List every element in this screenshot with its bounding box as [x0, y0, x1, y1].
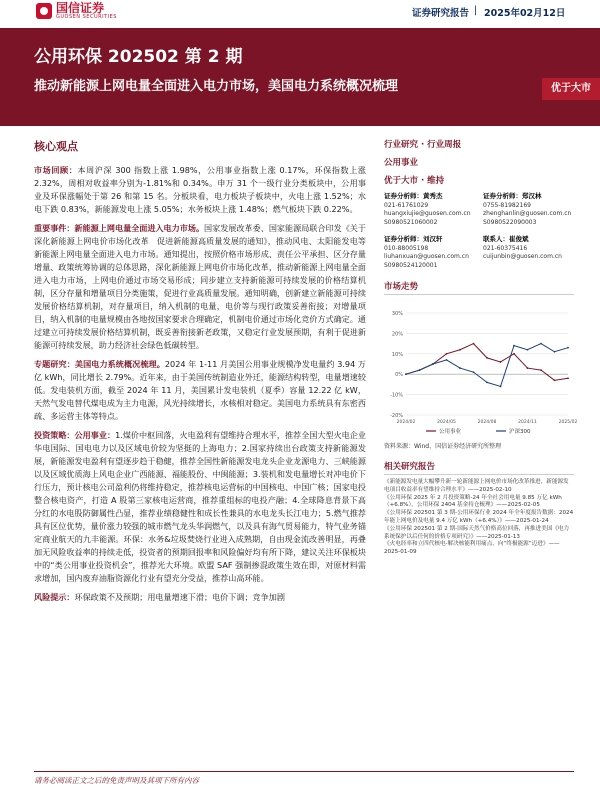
analyst-email[interactable]: huangxiujie@guosen.com.cn — [384, 210, 471, 217]
data-point — [405, 373, 407, 375]
paragraph-text: 国家发展改革委、国家能源局联合印发《关于深化新能源上网电价市场化改革 促进新能源高质量发展的通知》，推动风电、太阳能发电等新能源上网电量全面进入电力市场。通知提出，按照价格市场形成、责任公平承担、区分存量增量、政策统筹协调的总体思路，深化新能源上网电价市场化改革，推动新能源上网电量全面进入电力市场，上网电价通过市场交易形成；同步建立支持新能源可持续发展的价格结算机制，区分存量和增量项目分类施策，促进行业高质量发展。通知明确，创新建立新能源可持续发展价格结算机制，对存量项目，纳入机制的电量，电价等与现行政策妥善衔接；对增量项目，纳入机制的电量规模由各地按国家要求合理确定，机制电价通过市场化竞价方式确定。通过建立可持续发展价格结算机制，既妥善衔接新老政策，又稳定行业发展预期，有利于促进新能源可持续发展，助力经济社会绿色低碳转型。 — [34, 223, 366, 350]
legend-label: 公用事业 — [439, 429, 462, 435]
analyst-phone: 0755-81982169 — [483, 201, 531, 209]
data-point — [432, 363, 434, 365]
data-point — [473, 343, 475, 345]
y-tick-label: -10% — [390, 392, 403, 399]
market-trend-chart — [384, 299, 578, 439]
report-type: 证券研究报告 — [412, 8, 470, 19]
paragraph-label: 重要事件：新能源上网电量全面进入电力市场。 — [34, 223, 205, 233]
data-point — [540, 343, 542, 345]
title-banner — [0, 28, 600, 126]
data-point — [459, 367, 461, 369]
rating-label: 优于大市 · 维持 — [384, 176, 445, 186]
top-bar — [0, 0, 600, 24]
analyst-role: 联系人：崔俊斌 — [483, 235, 529, 243]
industry-label: 行业研究 · 行业周报 — [384, 140, 462, 150]
data-point — [527, 349, 529, 351]
data-point — [486, 381, 488, 383]
paragraph-special-research — [34, 358, 366, 423]
analyst-phone: 010-88005198 — [384, 244, 429, 252]
report-date: 2025年02月12日 — [484, 8, 566, 19]
analyst-email[interactable]: zhenghanlin@guosen.com.cn — [483, 210, 572, 217]
report-subtitle: 推动新能源上网电量全面进入电力市场，美国电力系统概况梳理 — [34, 79, 399, 94]
y-tick-label: 20% — [391, 331, 403, 338]
analyst-email[interactable]: cuijunbin@guosen.com.cn — [483, 253, 562, 260]
market-trend-heading: 市场走势 — [384, 280, 574, 295]
rating-badge: 优于大市 — [542, 78, 600, 100]
analyst-card — [384, 235, 475, 270]
y-tick-label: 30% — [391, 311, 403, 317]
core-views-heading: 核心观点 — [34, 140, 78, 153]
chart-svg — [384, 299, 578, 439]
data-point — [486, 357, 488, 359]
paragraph-label: 风险提示： — [34, 592, 75, 602]
paragraph-text: 环保政策不及预期；用电量增速下滑；电价下调；竞争加剧 — [74, 592, 285, 602]
related-report-item[interactable]: 《新能源发电量大幅攀升新一轮新能源上网电价市场化改革推进，新能源发电项目收益率有望维持合理水平》——2025-02-10 — [384, 479, 569, 493]
data-point — [513, 353, 515, 355]
data-point — [446, 359, 448, 361]
logo-text: 国信证券 — [56, 1, 105, 15]
data-point — [500, 386, 502, 388]
footer-disclaimer: 请务必阅读正文之后的免责声明及其项下所有内容 — [34, 771, 574, 786]
paragraph-text: 1.煤价中枢回落，火电盈利有望维持合理水平，推荐全国大型火电企业华电国际、国电电力以及区域电价较为坚挺的上海电力；2.国家持续出台政策支持新能源发展，新能源发电盈利有望逐步趋于稳健，推荐全国性新能源发电龙头企业龙源电力、三峡能源以及区域优质海上风电企业广西能源、福能股份、中闽能源；3.装机和发电量增长对冲电价下行压力，预计核电公司盈利仍将维持稳定，推荐核电运营标的中国核电、中国广核；国家电投整合核电资产，打造 A 股第三家核电运营商，推荐重组标的电投产融；4.全球降息背景下高分红的水电股防御属性凸显，推荐业绩稳健性和成长性兼具的水电龙头长江电力；5.燃气推荐具有区位优势，量价涨力较强的城市燃气龙头华润燃气，以及具有海气贸易能力，特气业务锚定商业航天的九丰能源。环保：水务&垃圾焚烧行业进入成熟期，自由现金流改善明显，再叠加无风险收益率的持续走低，投资者的预期回报率和风险偏好均有所下降，建议关注环保板块中的“类公用事业投资机会”，推荐光大环境。欧盟 SAF 强制掺混政策生效在即，对原材料需求增加，国内废弃油脂资源化行业有望充分受益，推荐山高环能。 — [34, 430, 366, 583]
related-heading: 相关研究报告 — [384, 460, 574, 475]
legend-label: 沪深300 — [509, 429, 531, 435]
x-tick-label: 2025/02 — [558, 420, 578, 425]
analyst-role: 证券分析师：郑汉林 — [483, 192, 542, 200]
y-tick-label: 0% — [395, 372, 403, 379]
report-title: 公用环保 202502 第 2 期 — [34, 47, 243, 67]
analyst-cert: S0980522090003 — [483, 218, 537, 226]
related-report-item[interactable]: 《公用环保 202501 第 3 期-公用环保行业 2024 年全年度报告数据：2024 年能上网电价及电量 9.4 万亿 kWh（+6.4%）》——2025-01-24 — [384, 510, 574, 524]
analyst-card — [384, 192, 475, 227]
data-point — [446, 353, 448, 355]
y-tick-label: -20% — [390, 413, 403, 419]
analyst-role: 证券分析师：黄秀杰 — [384, 192, 443, 200]
related-report-item[interactable]: 《火电经率和立四代核电-解决核能利用痛点，向“终极能源”迈进》——2025-01-09 — [384, 541, 560, 556]
company-logo — [36, 2, 117, 20]
x-tick-label: 2024/02 — [396, 420, 416, 425]
series-line-1 — [406, 344, 568, 387]
x-tick-label: 2024/05 — [437, 420, 456, 425]
x-tick-label: 2024/11 — [518, 420, 537, 425]
paragraph-label: 市场回顾： — [34, 165, 78, 175]
data-point — [473, 371, 475, 373]
related-report-item[interactable]: 《公用环保 2025 年 2 月投资策略-24 年全社会用电量 9.85 万亿 kWh（+6.8%），公用环保 2404 基金持仓梳理》——2025-02-05 — [384, 494, 562, 509]
paragraph-risk-warning — [34, 591, 366, 604]
data-point — [554, 379, 556, 381]
header-separator: | — [474, 5, 478, 16]
data-point — [500, 361, 502, 363]
analyst-role: 证券分析师：刘汉轩 — [384, 235, 443, 243]
logo-mark-icon — [36, 3, 52, 19]
analyst-phone: 021-60375416 — [483, 244, 528, 252]
paragraph-market-review — [34, 164, 366, 216]
paragraph-key-event — [34, 222, 366, 352]
paragraph-label: 专题研究：美国电力系统概况梳理。 — [34, 359, 165, 369]
paragraph-text: 2024 年 1-11 月美国公用事业规模净发电量约 3.94 万亿 kWh，同比增长 2.79%。近年来，由于美国传统制造业外迁，能源结构转型，电量增速较低。发电装机方面，截至 2024 年 11 月，美国累计发电装机（夏季）容量 12.22 亿 kW，天然气发电替代煤电成为主力电源，风光持续增长，水核相对稳定。美国电力系统具有东密西疏、多运营主体等特点。 — [34, 359, 366, 421]
sector-label: 公用事业 — [384, 158, 419, 168]
data-point — [567, 347, 569, 349]
data-point — [459, 349, 461, 351]
data-point — [540, 369, 542, 371]
series-line-0 — [406, 344, 568, 381]
analyst-card — [483, 235, 574, 270]
data-point — [554, 351, 556, 353]
logo-subtext: GUOSEN SECURITIES — [56, 14, 117, 20]
data-point — [567, 377, 569, 379]
sidebar — [384, 138, 578, 557]
data-point — [419, 369, 421, 371]
data-point — [527, 367, 529, 369]
core-views-section — [34, 138, 366, 610]
analyst-card — [483, 192, 574, 227]
analyst-phone: 021-61761029 — [384, 201, 429, 209]
paragraph-investment-strategy — [34, 429, 366, 585]
paragraph-text: 本周沪深 300 指数上涨 1.98%，公用事业指数上涨 0.17%，环保指数上涨 2.32%，周相对收益率分别为-1.81%和 0.34%。申万 31 个一级行业分类板块中，公用事业及环保涨幅处于第 26 和第 15 名。分板块看，电力板块子板块中，火电上涨 1.52%；水电下跌 0.83%，新能源发电上涨 5.05%；水务板块上涨 1.48%；燃气板块下跌 0.22%。 — [34, 165, 366, 214]
related-report-item[interactable]: 《公用环保 202501 第 2 期-国际天然气价格高位回落，再推进美国《电力系统保护以后任何的价格专项研究》》——2025-01-13 — [384, 525, 570, 540]
y-tick-label: 10% — [391, 351, 403, 358]
analyst-cert: S0980524120001 — [384, 261, 438, 269]
analyst-email[interactable]: liuhanxuan@guosen.com.cn — [384, 253, 469, 260]
related-reports-list — [384, 479, 574, 557]
chart-source: 资料来源：Wind、国信证券经济研究所整理 — [384, 443, 502, 450]
analyst-cert: S0980521060002 — [384, 218, 438, 226]
analyst-list — [384, 192, 574, 270]
data-point — [513, 345, 515, 347]
x-tick-label: 2024/08 — [477, 420, 497, 425]
paragraph-label: 投资策略：公用事业： — [34, 430, 116, 440]
